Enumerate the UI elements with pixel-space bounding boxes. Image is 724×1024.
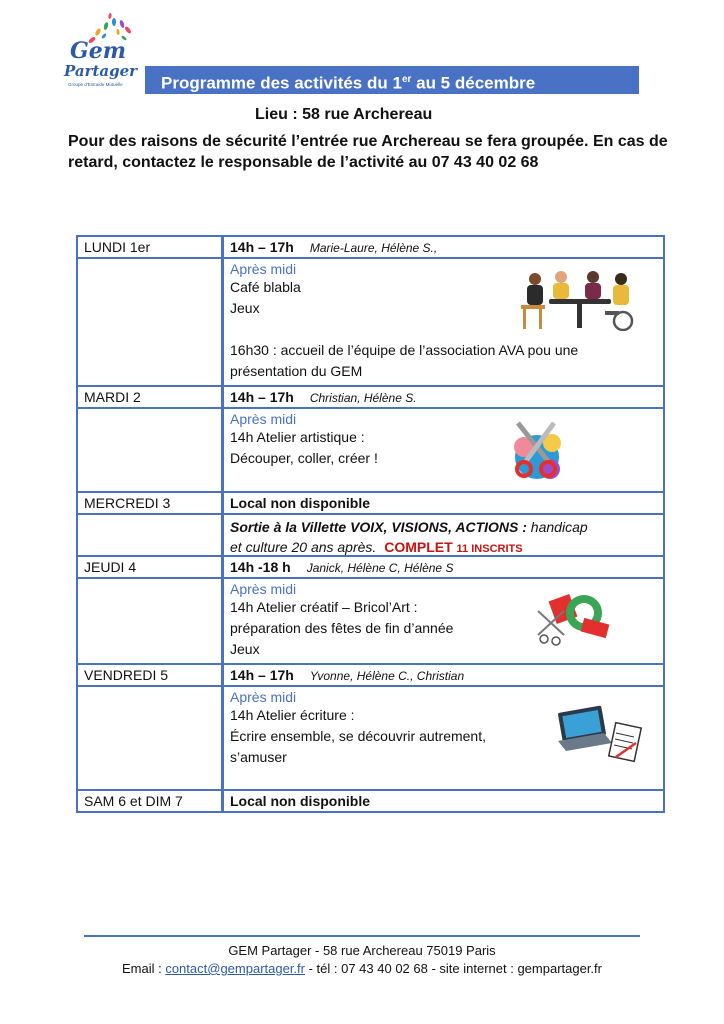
logo-partager-text: Partager (64, 62, 138, 80)
afternoon-label: Après midi (230, 581, 297, 597)
time-slot: 14h – 17h (230, 389, 294, 405)
activity-cell (221, 257, 665, 387)
complet-label: COMPLET (384, 539, 453, 555)
activity-cell (221, 685, 665, 791)
afternoon-label: Après midi (230, 689, 297, 705)
inscrits-label: 11 INSCRITS (456, 543, 523, 555)
activity-line: 14h Atelier artistique : (230, 429, 365, 445)
outing-title: Sortie à la Villette VOIX, VISIONS, ACTIONS : (230, 519, 527, 535)
footer-divider (84, 935, 640, 937)
schedule-table (76, 235, 665, 813)
afternoon-label: Après midi (230, 411, 297, 427)
activity-line: Café blabla (230, 279, 301, 295)
time-cell (221, 555, 665, 579)
footer-contact-rest: - tél : 07 43 40 02 68 - site internet : gempartager.fr (304, 961, 602, 976)
security-notice: Pour des raisons de sécurité l’entrée rue Archereau se fera groupée. En cas de retard, contactez le responsable de l’activité au 07 43 40 02 68 (68, 133, 668, 171)
closed-cell (221, 789, 665, 813)
activity-line: 16h30 : accueil de l’équipe de l’association AVA pou une présentation du GEM (230, 342, 579, 379)
banner-text-before: Programme des activités du 1 (161, 73, 402, 93)
activity-line: 14h Atelier créatif – Bricol’Art : (230, 599, 418, 615)
complet-badge (384, 539, 522, 555)
schedule-detail-vendredi (76, 687, 665, 791)
schedule-row-mercredi (76, 493, 665, 515)
email-label: Email : (121, 961, 166, 976)
time-slot: 14h -18 h (230, 559, 291, 575)
day-spacer (76, 513, 221, 557)
schedule-detail-lundi (76, 259, 665, 387)
staff-names: Marie-Laure, Hélène S., (309, 241, 438, 255)
day-spacer (76, 407, 221, 493)
day-spacer (76, 685, 221, 791)
closed-label: Local non disponible (230, 495, 370, 511)
day-label: VENDREDI 5 (76, 663, 221, 687)
footer-address: GEM Partager - 58 rue Archereau 75019 Paris (228, 943, 496, 958)
activity-cell (221, 407, 665, 493)
day-label: MARDI 2 (76, 385, 221, 409)
outing-line2: et culture 20 ans après. (230, 539, 377, 555)
activity-line: 14h Atelier écriture : (230, 707, 355, 723)
staff-names: Janick, Hélène C, Hélène S (306, 561, 454, 575)
page-title-banner (145, 66, 639, 94)
outing-rest: handicap (526, 519, 588, 535)
footer-contact (0, 961, 724, 976)
schedule-detail-mercredi (76, 515, 665, 557)
day-spacer (76, 577, 221, 665)
day-label: MERCREDI 3 (76, 491, 221, 515)
logo-tagline: Groupe d'Entraide Mutuelle (68, 82, 123, 87)
activity-line: préparation des fêtes de fin d’année (230, 620, 454, 636)
schedule-row-jeudi (76, 557, 665, 579)
email-link[interactable]: contact@gempartager.fr (165, 961, 305, 976)
day-label: LUNDI 1er (76, 235, 221, 259)
craft-icon (534, 591, 618, 647)
schedule-row-weekend (76, 791, 665, 813)
day-label: JEUDI 4 (76, 555, 221, 579)
day-spacer (76, 257, 221, 387)
schedule-row-vendredi (76, 665, 665, 687)
activity-line: s’amuser (230, 749, 287, 765)
time-cell (221, 385, 665, 409)
scissors-art-icon (504, 417, 570, 483)
schedule-detail-jeudi (76, 579, 665, 665)
activity-line: Jeux (230, 300, 260, 316)
schedule-detail-mardi (76, 409, 665, 493)
schedule-row-mardi (76, 387, 665, 409)
time-slot: 14h – 17h (230, 239, 294, 255)
outing-cell (221, 513, 665, 557)
day-label: SAM 6 et DIM 7 (76, 789, 221, 813)
gem-partager-logo (62, 12, 142, 96)
laptop-writing-icon (554, 703, 642, 767)
schedule-row-lundi (76, 235, 665, 259)
staff-names: Christian, Hélène S. (309, 391, 417, 405)
activity-line: Jeux (230, 641, 260, 657)
time-slot: 14h – 17h (230, 667, 294, 683)
banner-sup: er (401, 74, 412, 85)
closed-cell (221, 491, 665, 515)
people-meeting-icon (519, 265, 639, 331)
activity-line: Écrire ensemble, se découvrir autrement, (230, 728, 486, 744)
activity-line: Découper, coller, créer ! (230, 450, 378, 466)
activity-cell (221, 577, 665, 665)
location-heading: Lieu : 58 rue Archereau (255, 106, 433, 123)
time-cell (221, 235, 665, 259)
banner-text-after: au 5 décembre (411, 73, 536, 93)
staff-names: Yvonne, Hélène C., Christian (309, 669, 465, 683)
afternoon-label: Après midi (230, 261, 297, 277)
time-cell (221, 663, 665, 687)
closed-label: Local non disponible (230, 793, 370, 809)
logo-gem-text: Gem (70, 38, 127, 64)
